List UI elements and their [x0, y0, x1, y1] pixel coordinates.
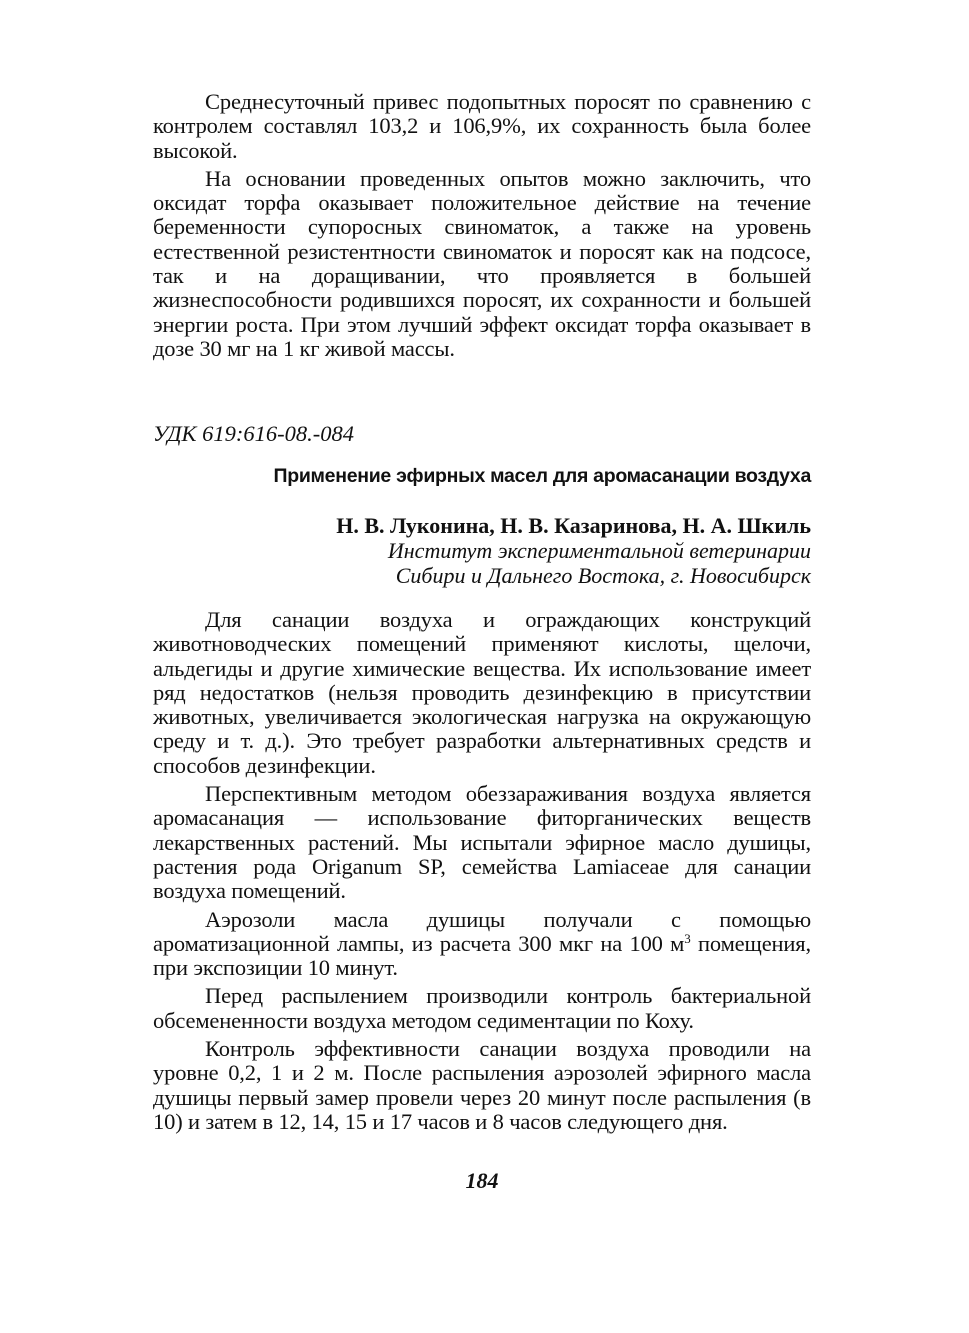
udk-code: УДК 619:616-08.-084 — [153, 421, 354, 446]
body-paragraph: Перспективным методом обеззараживания воздуха является аромасанация — использование фиторганических веществ лекарственных растений. Мы испытали эфирное масло душицы, растения рода Origanum SP, семейства Lamiaceae для санации воздуха помещений. — [153, 781, 811, 904]
body-paragraph: Перед распылением производили контроль бактериальной обсемененности воздуха методом седиментации по Коху. — [153, 983, 811, 1033]
body-paragraph — [153, 908, 811, 981]
body-paragraph: Среднесуточный привес подопытных поросят по сравнению с контролем составлял 103,2 и 106,9%, их сохранность была более высокой. — [153, 89, 811, 163]
preceding-article-conclusion — [153, 90, 811, 361]
authors: Н. В. Луконина, Н. В. Казаринова, Н. А. Шкиль — [336, 513, 811, 538]
affiliation-line: Институт экспериментальной ветеринарии — [387, 538, 811, 563]
article-title: Применение эфирных масел для аромасанации воздуха — [273, 465, 811, 487]
aerosol-text-end: помещения, при экспозиции 10 минут. — [153, 930, 811, 981]
body-paragraph: На основании проведенных опытов можно заключить, что оксидат торфа оказывает положительное действие на течение беременности супоросных свиноматок, а также на уровень естественной резистентности свиноматок и поросят как на подсосе, так и на доращивании, что проявляется в большей жизнеспособности родившихся поросят, их сохранности и большей энергии роста. При этом лучший эффект оксидат торфа оказывает в дозе 30 мг на 1 кг живой массы. — [153, 165, 811, 361]
affiliation-line: Сибири и Дальнего Востока, г. Новосибирск — [395, 562, 811, 588]
aerosol-text: Аэрозоли масла душицы получали с помощью ароматизационной лампы, из расчета 300 мкг на 100 м — [153, 906, 811, 956]
page-number: 184 — [465, 1168, 499, 1193]
body-paragraph: Контроль эффективности санации воздуха проводили на уровне 0,2, 1 и 2 м. После распыления аэрозолей эфирного масла душицы первый замер провели через 20 минут после распыления (в 10) и затем в 12, 14, 15 и 17 часов и 8 часов следующего дня. — [153, 1036, 811, 1134]
cubic-superscript: 3 — [684, 930, 691, 946]
article-body — [153, 608, 811, 1134]
byline — [153, 512, 811, 588]
body-paragraph: Для санации воздуха и ограждающих конструкций животноводческих помещений применяют кислоты, щелочи, альдегиды и другие химические вещества. Их использование имеет ряд недостатков (нельзя проводить дезинфекцию в присутствии животных, увеличивается экологическая нагрузка на окружающую среду и т. д.). Это требует разработки альтернативных средств и способов дезинфекции. — [153, 607, 811, 778]
